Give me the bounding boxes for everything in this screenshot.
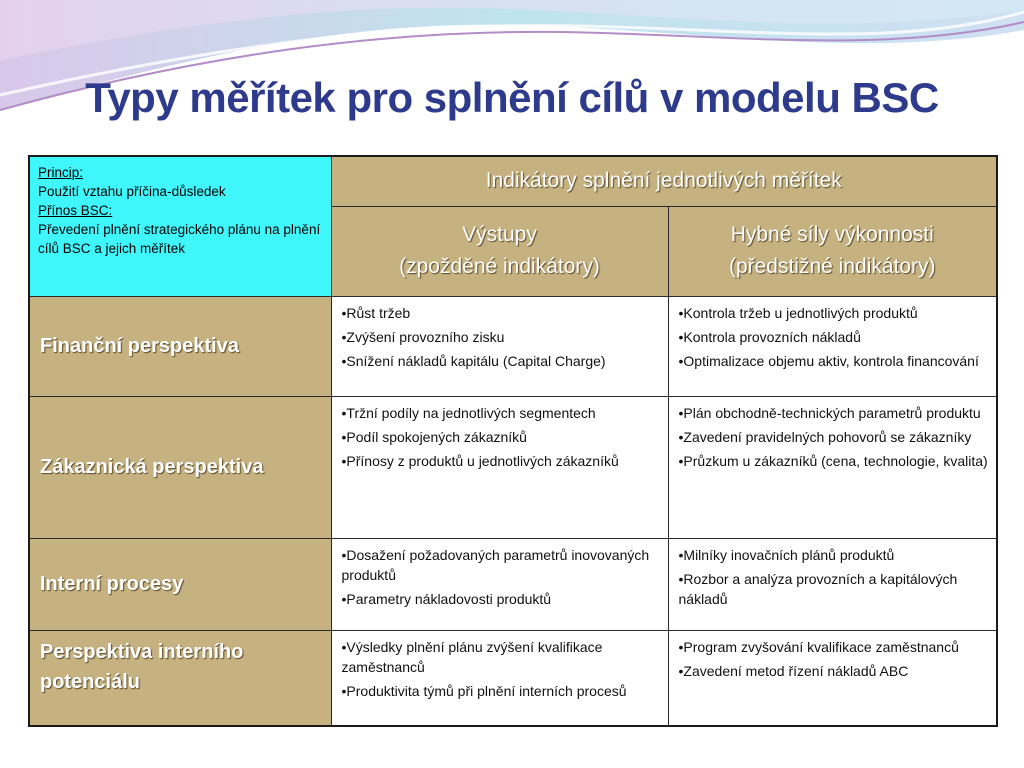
perspective-label: Interní procesy: [29, 538, 331, 630]
list-item: • Průzkum u zákazníků (cena, technologie, kvalita): [679, 451, 989, 471]
list-item: • Zvýšení provozního zisku: [342, 327, 660, 347]
outputs-cell: [331, 396, 668, 538]
list-item: • Růst tržeb: [342, 303, 660, 323]
list-item: • Kontrola tržeb u jednotlivých produktů: [679, 303, 989, 323]
principle-text: Použití vztahu příčina-důsledek: [38, 184, 226, 199]
benefit-label: Přínos BSC:: [38, 203, 113, 218]
table-row: [29, 296, 997, 396]
drivers-header: [668, 206, 997, 296]
drivers-cell: [668, 396, 997, 538]
outputs-header-line2: (zpožděné indikátory): [399, 255, 600, 278]
outputs-cell: [331, 630, 668, 726]
table-row: [29, 538, 997, 630]
principle-cell: [29, 156, 331, 296]
list-item: • Milníky inovačních plánů produktů: [679, 545, 989, 565]
principle-label: Princip:: [38, 165, 84, 180]
outputs-cell: [331, 296, 668, 396]
list-item: • Zavedení metod řízení nákladů ABC: [679, 661, 989, 681]
outputs-header-line1: Výstupy: [462, 223, 537, 246]
list-item: • Snížení nákladů kapitálu (Capital Charge): [342, 351, 660, 371]
list-item: • Výsledky plnění plánu zvýšení kvalifikace zaměstnanců: [342, 637, 660, 677]
drivers-cell: [668, 296, 997, 396]
drivers-cell: [668, 538, 997, 630]
outputs-cell: [331, 538, 668, 630]
drivers-header-line2: (předstižné indikátory): [728, 255, 936, 278]
list-item: • Parametry nákladovosti produktů: [342, 589, 660, 609]
list-item: • Rozbor a analýza provozních a kapitálových nákladů: [679, 569, 989, 609]
list-item: • Program zvyšování kvalifikace zaměstnanců: [679, 637, 989, 657]
list-item: • Optimalizace objemu aktiv, kontrola financování: [679, 351, 989, 371]
list-item: • Produktivita týmů při plnění interních procesů: [342, 681, 660, 701]
bsc-measures-table: [28, 155, 998, 727]
list-item: • Plán obchodně-technických parametrů produktu: [679, 403, 989, 423]
drivers-header-line1: Hybné síly výkonnosti: [730, 223, 934, 246]
list-item: • Tržní podíly na jednotlivých segmentech: [342, 403, 660, 423]
indicators-header: [331, 156, 997, 206]
table-row: [29, 630, 997, 726]
table-row: [29, 396, 997, 538]
benefit-text: Převedení plnění strategického plánu na plnění cílů BSC a jejich měřítek: [38, 222, 321, 256]
list-item: • Kontrola provozních nákladů: [679, 327, 989, 347]
indicators-header-text: Indikátory splnění jednotlivých měřítek: [485, 169, 842, 193]
list-item: • Zavedení pravidelných pohovorů se zákazníky: [679, 427, 989, 447]
list-item: • Podíl spokojených zákazníků: [342, 427, 660, 447]
perspective-label: Perspektiva interního potenciálu: [29, 630, 331, 726]
perspective-label: Zákaznická perspektiva: [29, 396, 331, 538]
list-item: • Přínosy z produktů u jednotlivých zákazníků: [342, 451, 660, 471]
perspective-label: Finanční perspektiva: [29, 296, 331, 396]
outputs-header: [331, 206, 668, 296]
list-item: • Dosažení požadovaných parametrů inovovaných produktů: [342, 545, 660, 585]
page-title: Typy měřítek pro splnění cílů v modelu BSC: [85, 74, 939, 121]
drivers-cell: [668, 630, 997, 726]
